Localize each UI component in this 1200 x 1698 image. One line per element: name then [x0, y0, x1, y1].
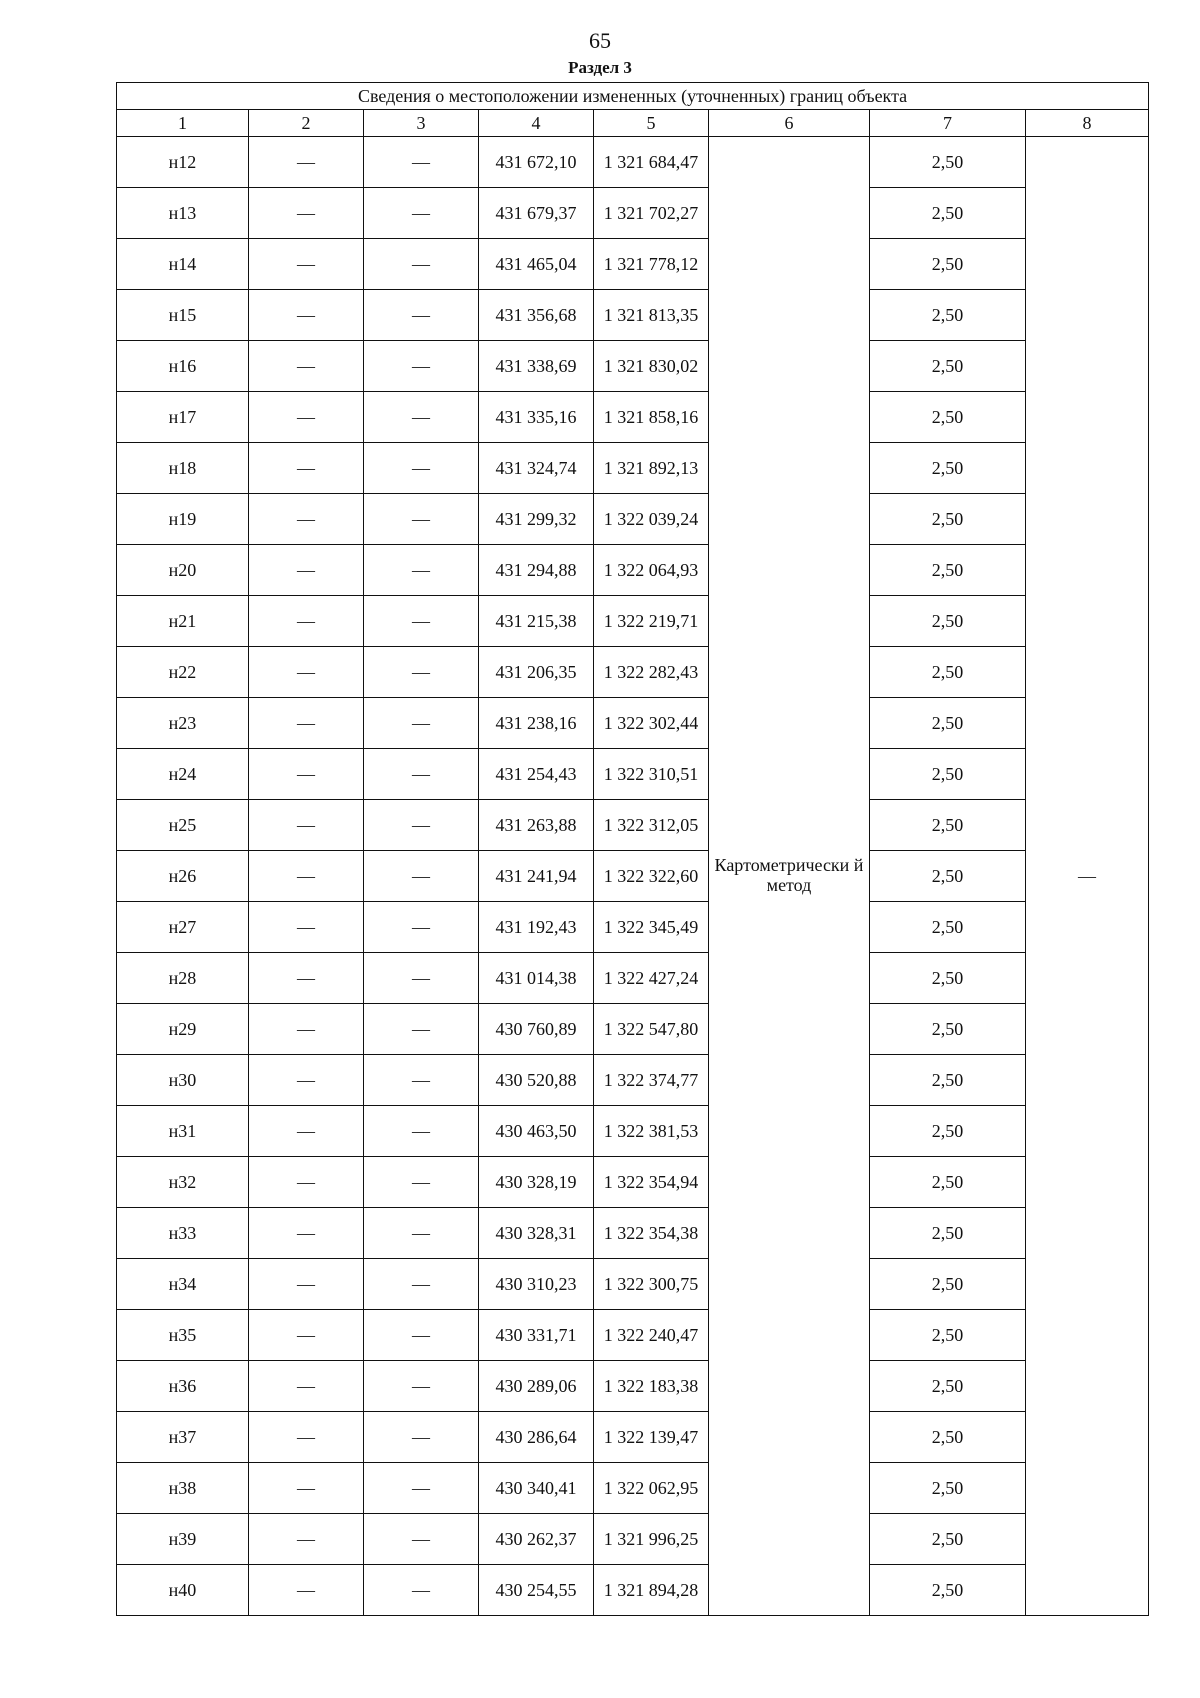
- column-number-header: 4: [479, 110, 594, 137]
- column-3-cell: —: [364, 443, 479, 494]
- x-coordinate-cell: 431 294,88: [479, 545, 594, 596]
- x-coordinate-cell: 431 299,32: [479, 494, 594, 545]
- y-coordinate-cell: 1 322 312,05: [594, 800, 709, 851]
- y-coordinate-cell: 1 322 139,47: [594, 1412, 709, 1463]
- table-row: [117, 698, 1149, 749]
- point-number-cell: н31: [117, 1106, 249, 1157]
- column-3-cell: —: [364, 698, 479, 749]
- point-number-cell: н36: [117, 1361, 249, 1412]
- column-2-cell: —: [249, 188, 364, 239]
- column-3-cell: —: [364, 1310, 479, 1361]
- column-number-header: 3: [364, 110, 479, 137]
- table-row: [117, 1361, 1149, 1412]
- point-number-cell: н25: [117, 800, 249, 851]
- column-3-cell: —: [364, 800, 479, 851]
- table-row: [117, 647, 1149, 698]
- column-3-cell: —: [364, 341, 479, 392]
- column-2-cell: —: [249, 239, 364, 290]
- x-coordinate-cell: 431 335,16: [479, 392, 594, 443]
- table-row: [117, 494, 1149, 545]
- column-2-cell: —: [249, 596, 364, 647]
- accuracy-cell: 2,50: [870, 851, 1026, 902]
- y-coordinate-cell: 1 322 282,43: [594, 647, 709, 698]
- column-3-cell: —: [364, 1412, 479, 1463]
- column-2-cell: —: [249, 647, 364, 698]
- accuracy-cell: 2,50: [870, 341, 1026, 392]
- table-row: [117, 137, 1149, 188]
- x-coordinate-cell: 430 328,31: [479, 1208, 594, 1259]
- y-coordinate-cell: 1 322 302,44: [594, 698, 709, 749]
- column-2-cell: —: [249, 1310, 364, 1361]
- accuracy-cell: 2,50: [870, 188, 1026, 239]
- accuracy-cell: 2,50: [870, 1412, 1026, 1463]
- column-2-cell: —: [249, 1004, 364, 1055]
- column-8-cell: —: [1026, 137, 1149, 1616]
- x-coordinate-cell: 431 014,38: [479, 953, 594, 1004]
- point-number-cell: н21: [117, 596, 249, 647]
- y-coordinate-cell: 1 322 354,94: [594, 1157, 709, 1208]
- point-number-cell: н20: [117, 545, 249, 596]
- x-coordinate-cell: 431 356,68: [479, 290, 594, 341]
- table-row: [117, 1106, 1149, 1157]
- x-coordinate-cell: 430 310,23: [479, 1259, 594, 1310]
- accuracy-cell: 2,50: [870, 1208, 1026, 1259]
- accuracy-cell: 2,50: [870, 953, 1026, 1004]
- y-coordinate-cell: 1 321 702,27: [594, 188, 709, 239]
- table-row: [117, 1004, 1149, 1055]
- column-3-cell: —: [364, 1259, 479, 1310]
- table-row: [117, 1055, 1149, 1106]
- y-coordinate-cell: 1 322 062,95: [594, 1463, 709, 1514]
- column-number-header: 8: [1026, 110, 1149, 137]
- column-3-cell: —: [364, 1055, 479, 1106]
- y-coordinate-cell: 1 322 427,24: [594, 953, 709, 1004]
- accuracy-cell: 2,50: [870, 1463, 1026, 1514]
- column-2-cell: —: [249, 1412, 364, 1463]
- table-row: [117, 1208, 1149, 1259]
- x-coordinate-cell: 430 340,41: [479, 1463, 594, 1514]
- x-coordinate-cell: 430 463,50: [479, 1106, 594, 1157]
- accuracy-cell: 2,50: [870, 545, 1026, 596]
- y-coordinate-cell: 1 322 219,71: [594, 596, 709, 647]
- accuracy-cell: 2,50: [870, 1361, 1026, 1412]
- x-coordinate-cell: 430 289,06: [479, 1361, 594, 1412]
- accuracy-cell: 2,50: [870, 290, 1026, 341]
- table-row: [117, 1565, 1149, 1616]
- table-title: Сведения о местоположении измененных (уточненных) границ объекта: [117, 83, 1149, 110]
- column-3-cell: —: [364, 1463, 479, 1514]
- column-2-cell: —: [249, 1565, 364, 1616]
- table-row: [117, 800, 1149, 851]
- y-coordinate-cell: 1 322 381,53: [594, 1106, 709, 1157]
- column-3-cell: —: [364, 1514, 479, 1565]
- table-row: [117, 188, 1149, 239]
- point-number-cell: н40: [117, 1565, 249, 1616]
- y-coordinate-cell: 1 321 830,02: [594, 341, 709, 392]
- column-2-cell: —: [249, 1055, 364, 1106]
- column-2-cell: —: [249, 290, 364, 341]
- x-coordinate-cell: 430 331,71: [479, 1310, 594, 1361]
- column-2-cell: —: [249, 698, 364, 749]
- column-2-cell: —: [249, 545, 364, 596]
- y-coordinate-cell: 1 322 240,47: [594, 1310, 709, 1361]
- accuracy-cell: 2,50: [870, 239, 1026, 290]
- accuracy-cell: 2,50: [870, 1259, 1026, 1310]
- column-3-cell: —: [364, 188, 479, 239]
- accuracy-cell: 2,50: [870, 1565, 1026, 1616]
- page-number: 65: [589, 28, 611, 53]
- boundary-coordinates-table: [116, 82, 1149, 1616]
- table-row: [117, 902, 1149, 953]
- x-coordinate-cell: 431 263,88: [479, 800, 594, 851]
- accuracy-cell: 2,50: [870, 1514, 1026, 1565]
- point-number-cell: н16: [117, 341, 249, 392]
- column-3-cell: —: [364, 545, 479, 596]
- table-row: [117, 341, 1149, 392]
- column-number-header: 1: [117, 110, 249, 137]
- y-coordinate-cell: 1 322 064,93: [594, 545, 709, 596]
- point-number-cell: н17: [117, 392, 249, 443]
- point-number-cell: н32: [117, 1157, 249, 1208]
- column-2-cell: —: [249, 1106, 364, 1157]
- point-number-cell: н34: [117, 1259, 249, 1310]
- x-coordinate-cell: 430 286,64: [479, 1412, 594, 1463]
- column-3-cell: —: [364, 749, 479, 800]
- table-row: [117, 290, 1149, 341]
- y-coordinate-cell: 1 322 039,24: [594, 494, 709, 545]
- section-title: Раздел 3: [568, 58, 632, 77]
- x-coordinate-cell: 431 238,16: [479, 698, 594, 749]
- column-number-header: 2: [249, 110, 364, 137]
- point-number-cell: н15: [117, 290, 249, 341]
- table-row: [117, 545, 1149, 596]
- point-number-cell: н18: [117, 443, 249, 494]
- accuracy-cell: 2,50: [870, 1004, 1026, 1055]
- y-coordinate-cell: 1 322 183,38: [594, 1361, 709, 1412]
- column-3-cell: —: [364, 494, 479, 545]
- point-number-cell: н22: [117, 647, 249, 698]
- column-3-cell: —: [364, 392, 479, 443]
- point-number-cell: н19: [117, 494, 249, 545]
- accuracy-cell: 2,50: [870, 1310, 1026, 1361]
- accuracy-cell: 2,50: [870, 1106, 1026, 1157]
- point-number-cell: н12: [117, 137, 249, 188]
- point-number-cell: н37: [117, 1412, 249, 1463]
- column-3-cell: —: [364, 1208, 479, 1259]
- y-coordinate-cell: 1 321 778,12: [594, 239, 709, 290]
- x-coordinate-cell: 431 324,74: [479, 443, 594, 494]
- column-2-cell: —: [249, 1208, 364, 1259]
- y-coordinate-cell: 1 321 813,35: [594, 290, 709, 341]
- x-coordinate-cell: 430 328,19: [479, 1157, 594, 1208]
- column-2-cell: —: [249, 1514, 364, 1565]
- y-coordinate-cell: 1 322 354,38: [594, 1208, 709, 1259]
- table-row: [117, 953, 1149, 1004]
- table-row: [117, 1463, 1149, 1514]
- column-2-cell: —: [249, 800, 364, 851]
- column-3-cell: —: [364, 137, 479, 188]
- y-coordinate-cell: 1 322 374,77: [594, 1055, 709, 1106]
- table-row: [117, 749, 1149, 800]
- column-3-cell: —: [364, 1106, 479, 1157]
- y-coordinate-cell: 1 321 894,28: [594, 1565, 709, 1616]
- column-2-cell: —: [249, 851, 364, 902]
- table-row: [117, 239, 1149, 290]
- column-3-cell: —: [364, 902, 479, 953]
- accuracy-cell: 2,50: [870, 800, 1026, 851]
- point-number-cell: н38: [117, 1463, 249, 1514]
- accuracy-cell: 2,50: [870, 647, 1026, 698]
- column-2-cell: —: [249, 443, 364, 494]
- point-number-cell: н14: [117, 239, 249, 290]
- column-3-cell: —: [364, 596, 479, 647]
- column-2-cell: —: [249, 1259, 364, 1310]
- accuracy-cell: 2,50: [870, 596, 1026, 647]
- accuracy-cell: 2,50: [870, 137, 1026, 188]
- y-coordinate-cell: 1 322 310,51: [594, 749, 709, 800]
- x-coordinate-cell: 430 760,89: [479, 1004, 594, 1055]
- table-row: [117, 1412, 1149, 1463]
- column-2-cell: —: [249, 749, 364, 800]
- point-number-cell: н28: [117, 953, 249, 1004]
- accuracy-cell: 2,50: [870, 698, 1026, 749]
- table-row: [117, 392, 1149, 443]
- accuracy-cell: 2,50: [870, 1157, 1026, 1208]
- column-3-cell: —: [364, 851, 479, 902]
- table-row: [117, 1310, 1149, 1361]
- y-coordinate-cell: 1 322 322,60: [594, 851, 709, 902]
- method-cell: Картометрически й метод: [709, 137, 870, 1616]
- x-coordinate-cell: 430 520,88: [479, 1055, 594, 1106]
- column-3-cell: —: [364, 1565, 479, 1616]
- point-number-cell: н24: [117, 749, 249, 800]
- x-coordinate-cell: 431 241,94: [479, 851, 594, 902]
- x-coordinate-cell: 431 338,69: [479, 341, 594, 392]
- x-coordinate-cell: 430 262,37: [479, 1514, 594, 1565]
- x-coordinate-cell: 431 465,04: [479, 239, 594, 290]
- x-coordinate-cell: 431 192,43: [479, 902, 594, 953]
- point-number-cell: н29: [117, 1004, 249, 1055]
- x-coordinate-cell: 431 679,37: [479, 188, 594, 239]
- table-row: [117, 596, 1149, 647]
- x-coordinate-cell: 431 672,10: [479, 137, 594, 188]
- accuracy-cell: 2,50: [870, 1055, 1026, 1106]
- column-2-cell: —: [249, 137, 364, 188]
- point-number-cell: н26: [117, 851, 249, 902]
- column-number-header: 5: [594, 110, 709, 137]
- x-coordinate-cell: 430 254,55: [479, 1565, 594, 1616]
- accuracy-cell: 2,50: [870, 494, 1026, 545]
- column-2-cell: —: [249, 1463, 364, 1514]
- y-coordinate-cell: 1 322 300,75: [594, 1259, 709, 1310]
- point-number-cell: н27: [117, 902, 249, 953]
- column-3-cell: —: [364, 239, 479, 290]
- accuracy-cell: 2,50: [870, 749, 1026, 800]
- table-row: [117, 443, 1149, 494]
- column-3-cell: —: [364, 1157, 479, 1208]
- column-3-cell: —: [364, 1361, 479, 1412]
- table-row: [117, 1514, 1149, 1565]
- column-2-cell: —: [249, 392, 364, 443]
- point-number-cell: н13: [117, 188, 249, 239]
- y-coordinate-cell: 1 322 547,80: [594, 1004, 709, 1055]
- x-coordinate-cell: 431 206,35: [479, 647, 594, 698]
- accuracy-cell: 2,50: [870, 392, 1026, 443]
- column-3-cell: —: [364, 1004, 479, 1055]
- column-2-cell: —: [249, 1361, 364, 1412]
- column-2-cell: —: [249, 953, 364, 1004]
- y-coordinate-cell: 1 322 345,49: [594, 902, 709, 953]
- column-3-cell: —: [364, 647, 479, 698]
- column-2-cell: —: [249, 902, 364, 953]
- y-coordinate-cell: 1 321 684,47: [594, 137, 709, 188]
- point-number-cell: н23: [117, 698, 249, 749]
- point-number-cell: н30: [117, 1055, 249, 1106]
- y-coordinate-cell: 1 321 858,16: [594, 392, 709, 443]
- column-2-cell: —: [249, 341, 364, 392]
- column-2-cell: —: [249, 1157, 364, 1208]
- column-number-header: 7: [870, 110, 1026, 137]
- column-number-header: 6: [709, 110, 870, 137]
- y-coordinate-cell: 1 321 996,25: [594, 1514, 709, 1565]
- y-coordinate-cell: 1 321 892,13: [594, 443, 709, 494]
- accuracy-cell: 2,50: [870, 443, 1026, 494]
- column-3-cell: —: [364, 290, 479, 341]
- column-3-cell: —: [364, 953, 479, 1004]
- table-row: [117, 1157, 1149, 1208]
- table-body: [117, 137, 1149, 1616]
- accuracy-cell: 2,50: [870, 902, 1026, 953]
- table-row: [117, 1259, 1149, 1310]
- point-number-cell: н39: [117, 1514, 249, 1565]
- table-row: [117, 851, 1149, 902]
- point-number-cell: н33: [117, 1208, 249, 1259]
- x-coordinate-cell: 431 254,43: [479, 749, 594, 800]
- x-coordinate-cell: 431 215,38: [479, 596, 594, 647]
- column-2-cell: —: [249, 494, 364, 545]
- point-number-cell: н35: [117, 1310, 249, 1361]
